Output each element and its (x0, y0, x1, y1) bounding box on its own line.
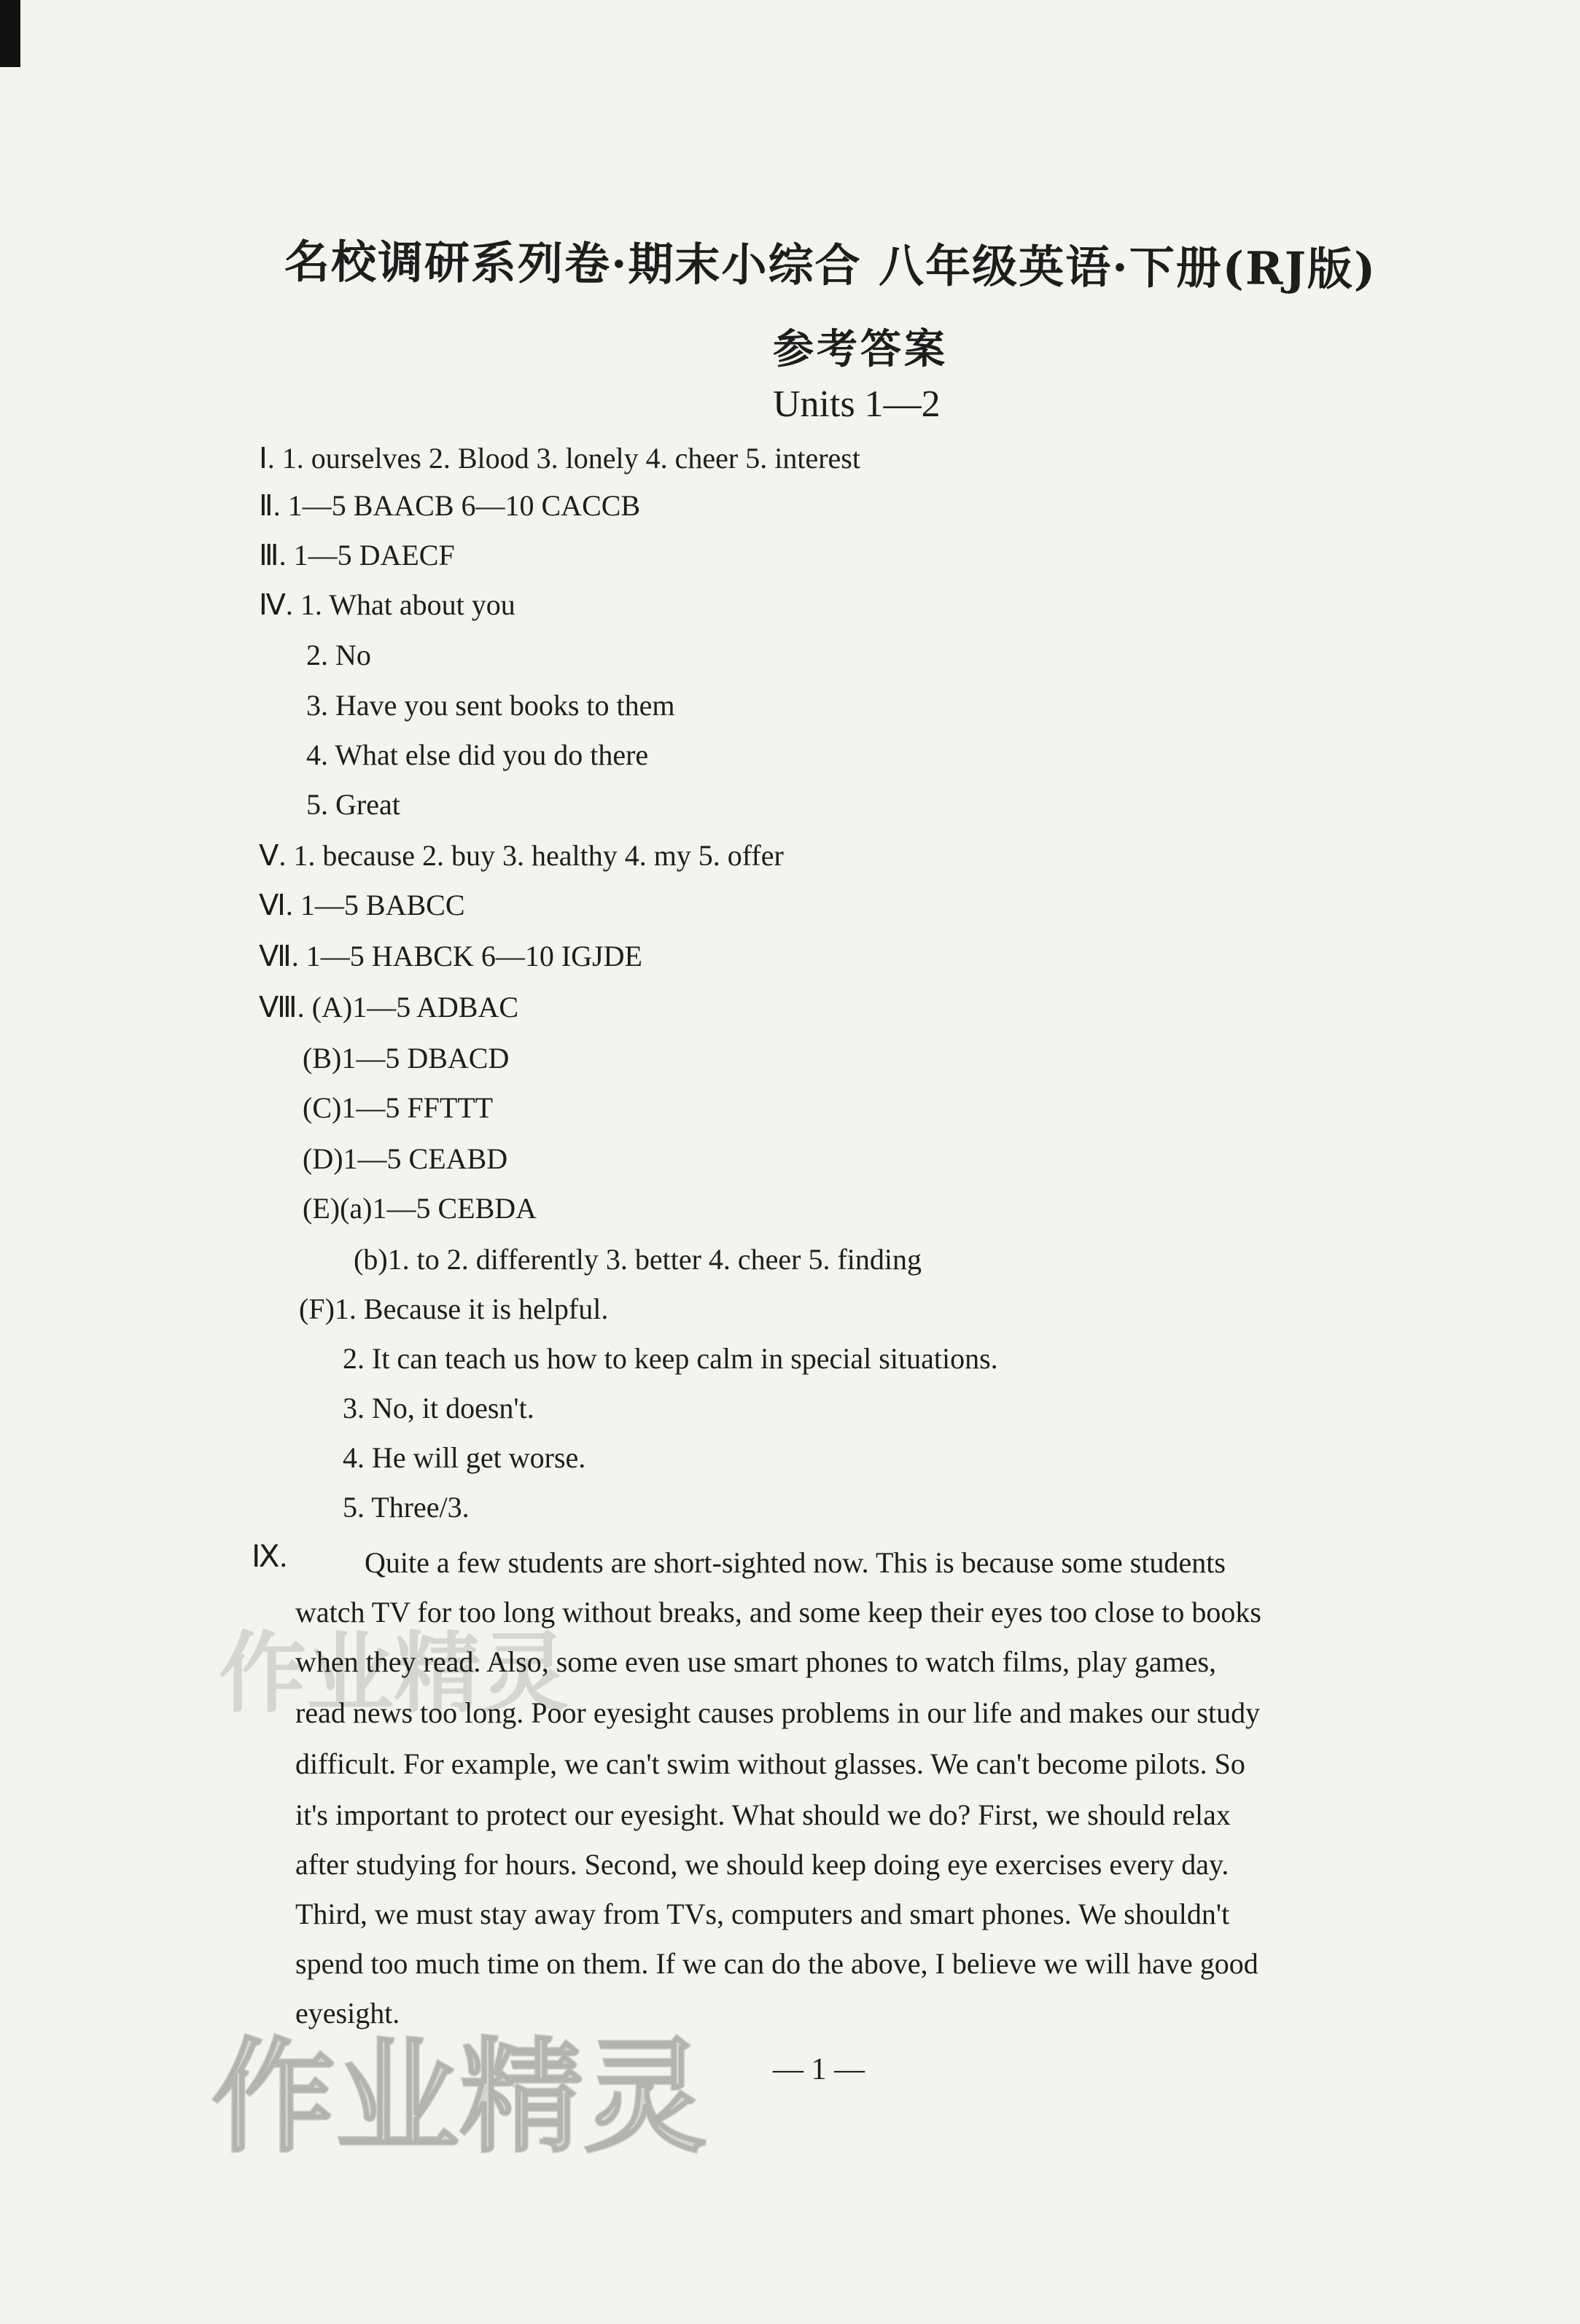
watermark-large: 作业精灵 (211, 2026, 708, 2170)
essay-line-4: read news too long. Poor eyesight causes problems in our life and makes our study (295, 1696, 1261, 1729)
essay-line-2: watch TV for too long without breaks, and some keep their eyes too close to books (295, 1596, 1261, 1629)
page-title: 名校调研系列卷·期末小综合 八年级英语·下册(RJ版) (284, 235, 1377, 296)
answer-line-13: (B)1—5 DBACD (303, 1042, 510, 1075)
answer-line-11: Ⅶ. 1—5 HABCK 6—10 IGJDE (259, 940, 642, 972)
page-number: — 1 — (773, 2053, 865, 2086)
essay-line-9: spend too much time on them. If we can do the above, I believe we will have good (295, 1947, 1258, 1980)
page-subtitle: 参考答案 (773, 325, 948, 373)
essay-line-5: difficult. For example, we can't swim without glasses. We can't become pilots. So (295, 1747, 1245, 1780)
answer-line-20: 3. No, it doesn't. (343, 1392, 534, 1424)
answer-line-1: Ⅰ. 1. ourselves 2. Blood 3. lonely 4. cheer 5. interest (259, 442, 860, 475)
answer-line-17: (b)1. to 2. differently 3. better 4. cheer 5. finding (354, 1243, 922, 1276)
answer-line-7: 4. What else did you do there (306, 738, 649, 771)
answer-line-22: 5. Three/3. (343, 1491, 470, 1524)
essay-label: Ⅸ. (252, 1540, 288, 1574)
units-heading: Units 1—2 (773, 383, 941, 425)
answer-line-15: (D)1—5 CEABD (303, 1142, 508, 1175)
essay-line-8: Third, we must stay away from TVs, computers and smart phones. We shouldn't (295, 1898, 1230, 1930)
answer-line-9: Ⅴ. 1. because 2. buy 3. healthy 4. my 5. offer (259, 839, 784, 872)
scan-edge-mark (0, 0, 20, 67)
answer-line-6: 3. Have you sent books to them (306, 689, 675, 722)
answer-line-19: 2. It can teach us how to keep calm in special situations. (343, 1342, 998, 1375)
answer-line-21: 4. He will get worse. (343, 1441, 586, 1474)
essay-line-6: it's important to protect our eyesight. What should we do? First, we should relax (295, 1798, 1231, 1831)
answer-line-14: (C)1—5 FFTTT (303, 1091, 494, 1124)
essay-line-7: after studying for hours. Second, we should keep doing eye exercises every day. (295, 1848, 1229, 1881)
answer-line-5: 2. No (306, 639, 371, 671)
answer-line-18: (F)1. Because it is helpful. (299, 1292, 609, 1325)
essay-line-3: when they read. Also, some even use smart phones to watch films, play games, (295, 1645, 1217, 1678)
answer-line-2: Ⅱ. 1—5 BAACB 6—10 CACCB (259, 489, 641, 522)
watermark-small: 作业精灵 (219, 1623, 569, 1725)
essay-line-10: eyesight. (295, 1997, 400, 2029)
essay-line-1: Quite a few students are short-sighted now. This is because some students (365, 1546, 1226, 1579)
answer-line-8: 5. Great (306, 788, 400, 821)
answer-line-12: Ⅷ. (A)1—5 ADBAC (259, 991, 519, 1023)
answer-line-10: Ⅵ. 1—5 BABCC (259, 889, 465, 921)
answer-line-3: Ⅲ. 1—5 DAECF (259, 539, 455, 572)
answer-line-4: Ⅳ. 1. What about you (259, 588, 515, 621)
answer-line-16: (E)(a)1—5 CEBDA (303, 1192, 537, 1225)
